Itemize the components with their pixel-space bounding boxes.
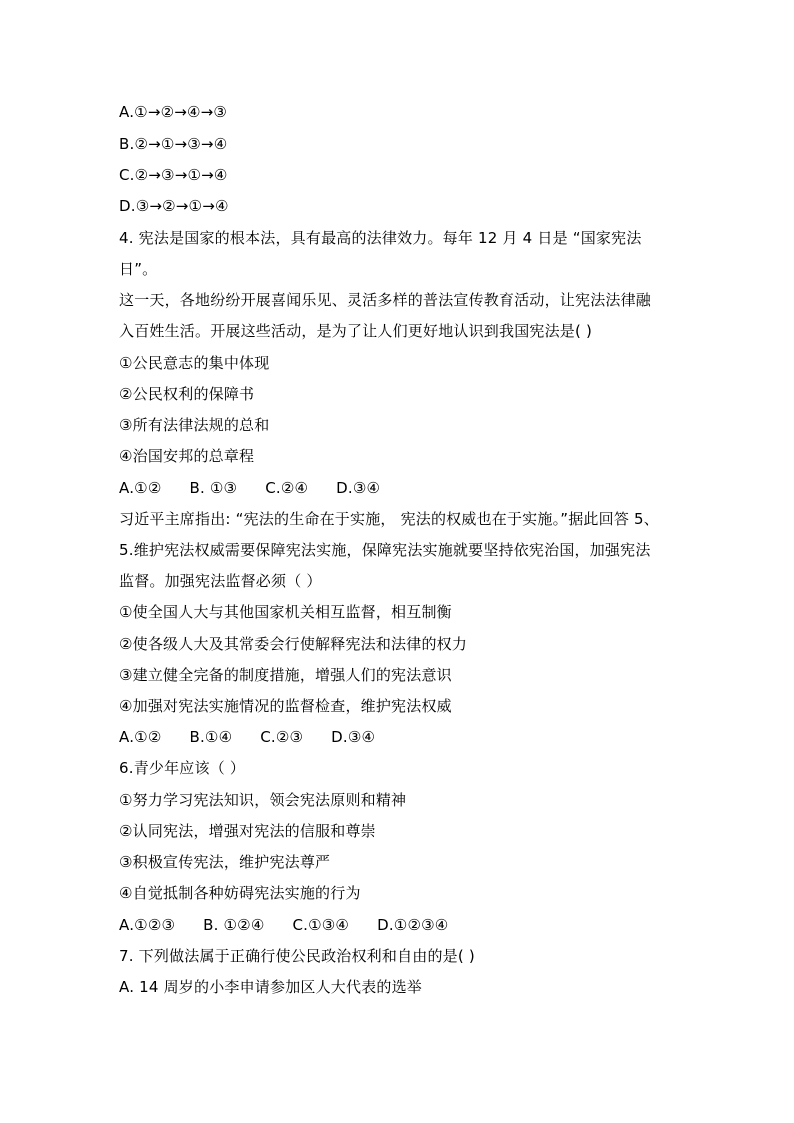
q4-option-d: D.③④ xyxy=(336,479,381,497)
q3-option-d: D.③→②→①→④ xyxy=(119,197,229,215)
q5-stem-line: 5.维护宪法权威需要保障宪法实施，保障宪法实施就要坚持依宪治国，加强宪法 xyxy=(119,541,651,559)
q5-options xyxy=(119,727,375,747)
q4-stem-line: 入百姓生活。开展这些活动，是为了让人们更好地认识到我国宪法是( ) xyxy=(119,322,593,340)
q6-item: ④自觉抵制各种妨碍宪法实施的行为 xyxy=(119,884,361,902)
q7-stem: 7. 下列做法属于正确行使公民政治权利和自由的是( ) xyxy=(119,947,475,965)
q5-item: ①使全国人大与其他国家机关相互监督，相互制衡 xyxy=(119,603,452,621)
q5-option-c: C.②③ xyxy=(260,728,304,746)
q6-options xyxy=(119,915,448,935)
q6-stem: 6.青少年应该（ ） xyxy=(119,759,246,777)
q6-option-d: D.①②③④ xyxy=(377,916,449,934)
q6-option-c: C.①③④ xyxy=(292,916,350,934)
q4-options xyxy=(119,478,380,498)
q6-item: ③积极宣传宪法，维护宪法尊严 xyxy=(119,853,331,871)
q5-item: ②使各级人大及其常委会行使解释宪法和法律的权力 xyxy=(119,635,468,653)
q5-6-intro: 习近平主席指出: “宪法的生命在于实施， 宪法的权威也在于实施。”据此回答 5、 xyxy=(119,510,659,528)
q4-option-b: B. ①③ xyxy=(189,479,238,497)
q5-item: ④加强对宪法实施情况的监督检查，维护宪法权威 xyxy=(119,697,452,715)
q5-option-a: A.①② xyxy=(119,728,162,746)
q5-option-b: B.①④ xyxy=(189,728,233,746)
q5-option-d: D.③④ xyxy=(331,728,376,746)
q6-option-b: B. ①②④ xyxy=(203,916,265,934)
q6-item: ①努力学习宪法知识，领会宪法原则和精神 xyxy=(119,791,407,809)
q5-item: ③建立健全完备的制度措施，增强人们的宪法意识 xyxy=(119,666,452,684)
q7-option-a: A. 14 周岁的小李申请参加区人大代表的选举 xyxy=(119,978,422,996)
q6-option-a: A.①②③ xyxy=(119,916,176,934)
q4-option-a: A.①② xyxy=(119,479,162,497)
q4-stem-line: 日”。 xyxy=(119,260,158,278)
q4-item: ①公民意志的集中体现 xyxy=(119,354,270,372)
q3-option-a: A.①→②→④→③ xyxy=(119,103,228,121)
q4-item: ③所有法律法规的总和 xyxy=(119,416,270,434)
q3-option-b: B.②→①→③→④ xyxy=(119,135,228,153)
q3-option-c: C.②→③→①→④ xyxy=(119,166,228,184)
q4-option-c: C.②④ xyxy=(265,479,309,497)
q4-stem-line: 这一天，各地纷纷开展喜闻乐见、灵活多样的普法宣传教育活动，让宪法法律融 xyxy=(119,291,652,309)
q4-item: ④治国安邦的总章程 xyxy=(119,447,255,465)
q4-item: ②公民权利的保障书 xyxy=(119,385,255,403)
q6-item: ②认同宪法，增强对宪法的信服和尊崇 xyxy=(119,822,376,840)
q5-stem-line: 监督。加强宪法监督必须（ ） xyxy=(119,572,322,590)
q4-stem-line: 4. 宪法是国家的根本法，具有最高的法律效力。每年 12 月 4 日是 “国家宪法 xyxy=(119,229,642,247)
